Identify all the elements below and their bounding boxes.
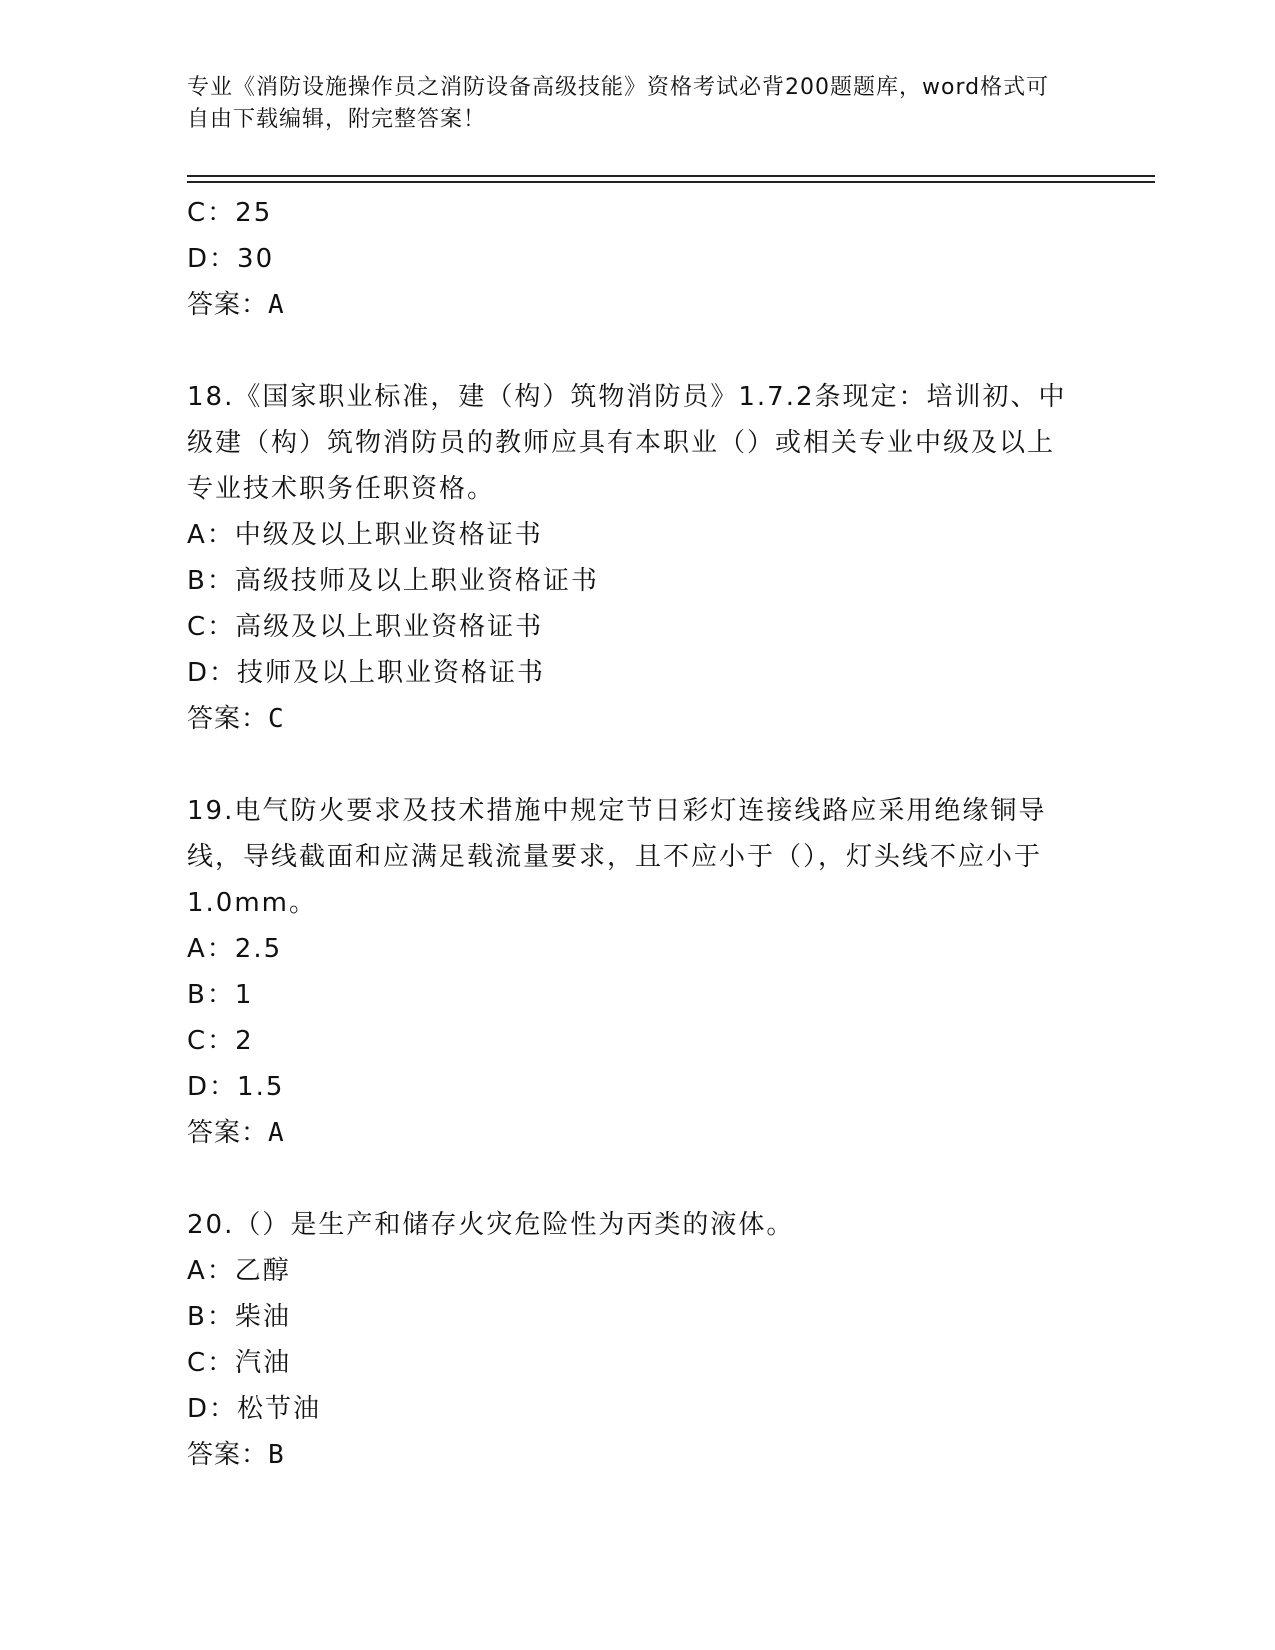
question-17-continued [187,190,1067,328]
option-d: D：松节油 [187,1394,322,1424]
question-18 [187,374,1067,742]
answer-value: B [268,1440,285,1470]
answer-value: C [268,704,285,734]
question-text: 19.电气防火要求及技术措施中规定节日彩灯连接线路应采用绝缘铜导线，导线截面和应满足载流量要求，且不应小于（），灯头线不应小于1.0mm。 [187,796,1047,918]
answer-line [187,1432,1067,1478]
option-c: C：25 [187,198,273,228]
question-19 [187,788,1067,1156]
answer-label: 答案： [187,1440,269,1470]
answer-line [187,282,1067,328]
option-c: C：2 [187,1026,254,1056]
answer-label: 答案： [187,704,269,734]
document-header: 专业《消防设施操作员之消防设备高级技能》资格考试必背200题题库，word格式可自由下载编辑，附完整答案！ [187,75,1050,132]
answer-label: 答案： [187,1118,269,1148]
option-c: C：汽油 [187,1348,292,1378]
answer-value: A [268,1118,285,1148]
option-a: A：乙醇 [187,1256,291,1286]
header-rule-top [187,175,1155,177]
option-d: D：技师及以上职业资格证书 [187,658,546,688]
option-a: A：2.5 [187,934,283,964]
option-b: B：高级技师及以上职业资格证书 [187,566,599,596]
answer-value: A [268,290,285,320]
option-d: D：30 [187,244,275,274]
answer-line [187,1110,1067,1156]
option-c: C：高级及以上职业资格证书 [187,612,544,642]
question-20 [187,1202,1067,1478]
question-list [187,190,1067,1478]
question-text: 18.《国家职业标准，建（构）筑物消防员》1.7.2条现定：培训初、中级建（构）筑物消防员的教师应具有本职业（）或相关专业中级及以上专业技术职务任职资格。 [187,382,1067,504]
option-b: B：柴油 [187,1302,291,1332]
header-rule-bottom [187,181,1155,183]
option-d: D：1.5 [187,1072,285,1102]
option-b: B：1 [187,980,254,1010]
answer-line [187,696,1067,742]
answer-label: 答案： [187,290,269,320]
option-a: A：中级及以上职业资格证书 [187,520,543,550]
question-text: 20.（）是生产和储存火灾危险性为丙类的液体。 [187,1210,795,1240]
